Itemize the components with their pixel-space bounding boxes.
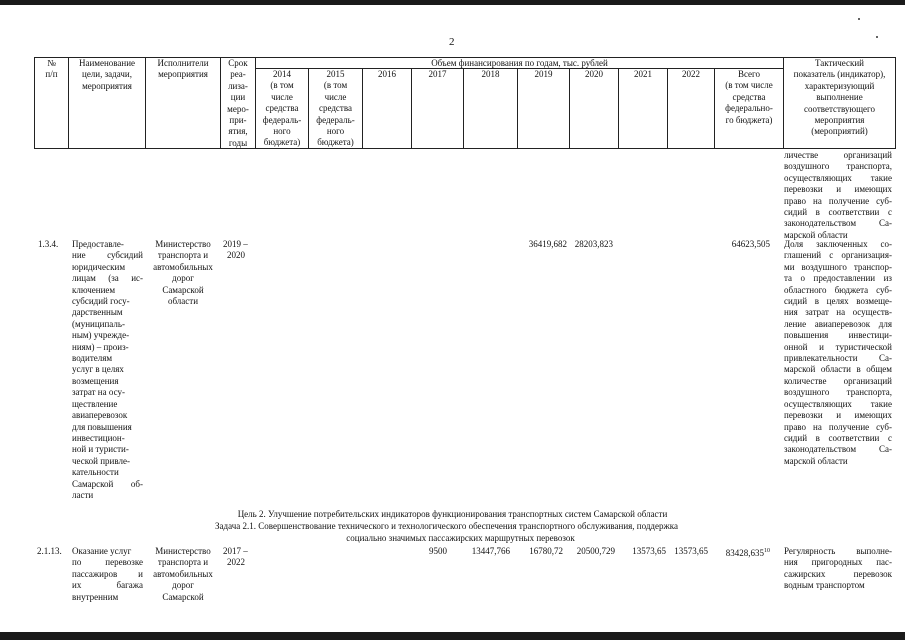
cell-2020: 28203,823 xyxy=(574,239,613,249)
header-year-2021: 2021 xyxy=(634,69,652,79)
row-number: 1.3.4. xyxy=(38,239,59,249)
header-executors: Исполнители мероприятия xyxy=(157,58,209,80)
row-number: 2.1.13. xyxy=(37,546,62,556)
row-term: 2019 – 2020 xyxy=(223,239,248,261)
header-number: № п/п xyxy=(45,58,58,80)
top-scan-border xyxy=(0,0,905,5)
continued-indicator-text: личестве организаций воздушного транспорта, осуществляющих такие перевозки и имеющих право на получение суб- сидий в соответствии с законодательством Са- марской области xyxy=(784,150,892,240)
header-year-2016: 2016 xyxy=(378,69,396,79)
row-executor: Министерство транспорта и автомобильных дорог Самарской области xyxy=(153,239,213,307)
bottom-scan-border xyxy=(0,632,905,640)
page-number: 2 xyxy=(449,36,455,48)
task-heading-continued: социально значимых пассажирских маршрутных перевозок xyxy=(346,533,575,543)
header-year-2017: 2017 xyxy=(428,69,447,79)
row-name: Предоставле- ние субсидий юридическим лицам (за ис- ключением субсидий госу- дарственным (муниципаль- ным) учрежде- ниям) – произ- водителям услуг в целях возмещения затрат на осу- ществление авиаперевозок для повышения инвестицион- ной и туристи- ческой привле- кательности Самарской об- ласти xyxy=(72,239,143,500)
header-indicator: Тактический показатель (индикатор), характеризующий выполнение соответствующего мероприятия (мероприятий) xyxy=(793,58,886,137)
cell-2018: 13447,766 xyxy=(471,546,510,556)
cell-2017: 9500 xyxy=(429,546,447,556)
row-name: Оказание услуг по перевозке пассажиров и их багажа внутренним xyxy=(72,546,143,602)
cell-total: 64623,505 xyxy=(731,239,770,249)
row-indicator: Доля заключенных со- глашений с организация- ми воздушного транспор- та о предоставлении из областного бюджета суб- сидий в целях возмеще- ния затрат на осуществ- ление авиаперевозок для повышения инвестици- онной и туристической привлекательности Са- марской области в общем количестве организаций воздушного транспорта, осуществляющих такие перевозки и имеющих право на получение суб- сидий в соответствии с законодательством Са- марской области xyxy=(784,239,892,466)
cell-total: 83428,635$^{10}$ xyxy=(725,548,770,558)
header-total: Всего (в том числе средства федерально- го бюджета) xyxy=(725,69,773,125)
header-year-2014: 2014 (в том числе средства федераль- ного бюджета) xyxy=(262,69,302,148)
scan-speck xyxy=(858,18,860,20)
cell-2022: 13573,65 xyxy=(674,546,708,556)
cell-2019: 16780,72 xyxy=(529,546,563,556)
header-funding-title: Объем финансирования по годам, тыс. рублей xyxy=(431,58,608,68)
row-executor: Министерство транспорта и автомобильных дорог Самарской xyxy=(153,546,213,602)
cell-2020: 20500,729 xyxy=(576,546,615,556)
goal-heading: Цель 2. Улучшение потребительских индикаторов функционирования транспортных систем Самарской области xyxy=(237,509,668,519)
header-year-2018: 2018 xyxy=(481,69,500,79)
header-term: Срок реа- лиза- ции меро- при- ятия, годы xyxy=(227,58,249,148)
cell-2021: 13573,65 xyxy=(632,546,666,556)
header-year-2019: 2019 xyxy=(534,69,553,79)
cell-2019: 36419,682 xyxy=(528,239,567,249)
footnote-marker: 10 xyxy=(764,548,770,554)
header-year-2022: 2022 xyxy=(682,69,700,79)
header-year-2015: 2015 (в том числе средства федераль- ного бюджета) xyxy=(316,69,355,148)
row-indicator: Регулярность выполне- ния пригородных пас- сажирских перевозок водным транспортом xyxy=(784,546,892,591)
header-year-2020: 2020 xyxy=(585,69,603,79)
row-term: 2017 – 2022 xyxy=(223,546,248,568)
task-heading: Задача 2.1. Совершенствование технического и технологического обеспечения транспортного обслуживания, поддержка xyxy=(215,521,678,531)
scan-speck xyxy=(876,36,878,38)
header-name: Наименование цели, задачи, мероприятия xyxy=(78,58,136,91)
